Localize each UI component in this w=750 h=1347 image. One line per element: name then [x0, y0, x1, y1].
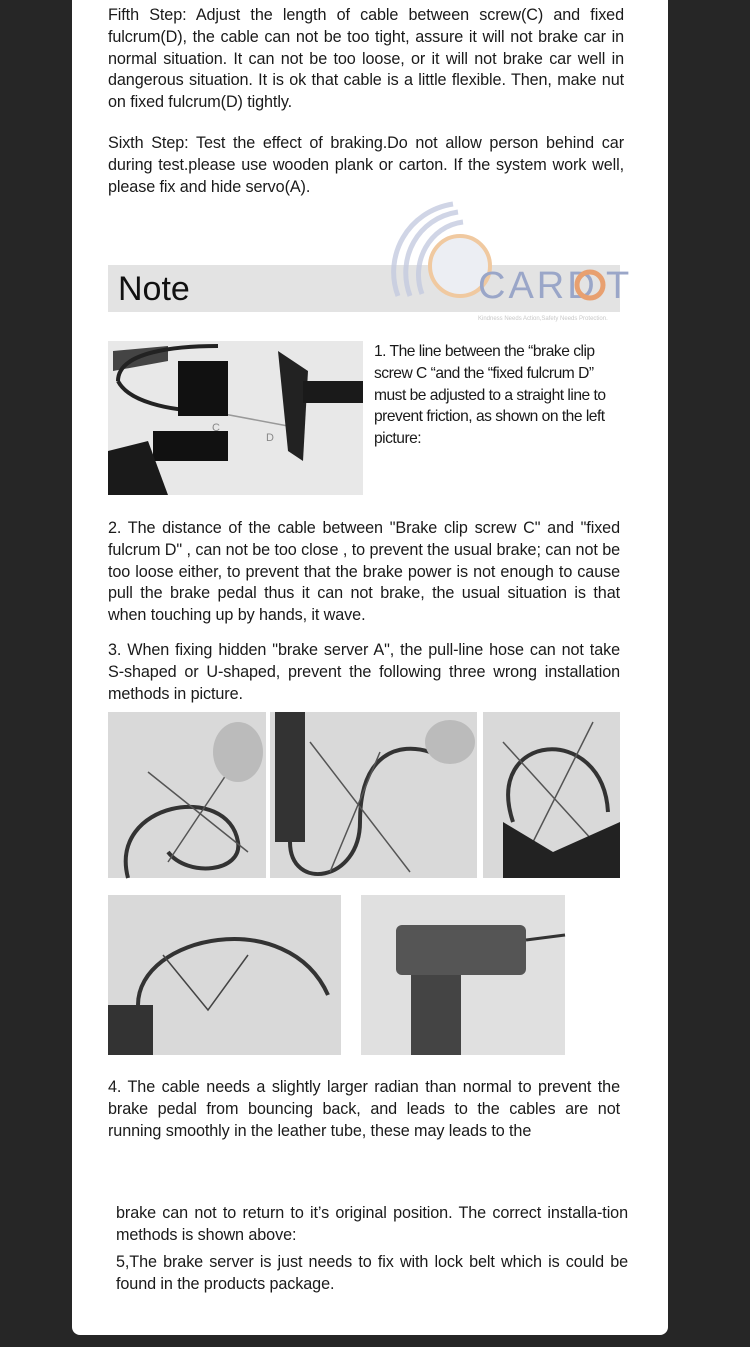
svg-text:T: T	[606, 265, 630, 307]
note-item-4: 4. The cable needs a slightly larger radian than normal to prevent the brake pedal from bouncing back, and leads to the cables are not running smoothly in the leather tube, these may leads to the	[108, 1078, 620, 1140]
correct-install-photo-1	[108, 895, 341, 1055]
cardot-logo	[378, 196, 630, 316]
label-c: C	[212, 422, 220, 434]
note-item-4-continued: brake can not to return to it’s original position. The correct installa-tion methods is shown above:	[116, 1204, 628, 1244]
fifth-step-text: Fifth Step: Adjust the length of cable between screw(C) and fixed fulcrum(D), the cable can not be too tight, assure it will not brake car in normal situation. It can not be too loose, or it will not brake car well in dangerous situation. It is ok that cable is a little flexible. Then, make nut on fixed fulcrum(D) tightly.	[108, 6, 624, 112]
note-title: Note	[118, 270, 190, 308]
note-item-2: 2. The distance of the cable between "Brake clip screw C" and "fixed fulcrum D" , can not be too close , to prevent the usual brake; can not be too loose either, to prevent that the brake power is not enough to cause pull the brake pedal thus it can not brake, the usual situation is that when touching up by hands, it wave.	[108, 519, 620, 625]
brake-pedal-photo	[108, 341, 363, 495]
note-item-3: 3. When fixing hidden "brake server A", the pull-line hose can not take S-shaped or U-shaped, prevent the following three wrong installation methods in picture.	[108, 641, 620, 703]
wrong-install-photo-3	[483, 712, 620, 878]
logo-text: CARD	[478, 265, 598, 307]
wrong-install-photo-1	[108, 712, 266, 878]
note-item-5: 5,The brake server is just needs to fix with lock belt which is could be found in the products package.	[116, 1253, 628, 1293]
sixth-step-text: Sixth Step: Test the effect of braking.Do not allow person behind car during test.please use wooden plank or carton. If the system work well, please fix and hide servo(A).	[108, 134, 624, 196]
wrong-install-photo-2	[270, 712, 477, 878]
correct-install-photo-2	[361, 895, 565, 1055]
note-item-1: 1. The line between the “brake clip screw C “and the “fixed fulcrum D” must be adjusted to a straight line to prevent friction, as shown on the left picture:	[374, 343, 606, 448]
label-d: D	[266, 432, 274, 444]
logo-tagline: Kindness Needs Action,Safety Needs Protection.	[478, 316, 608, 322]
